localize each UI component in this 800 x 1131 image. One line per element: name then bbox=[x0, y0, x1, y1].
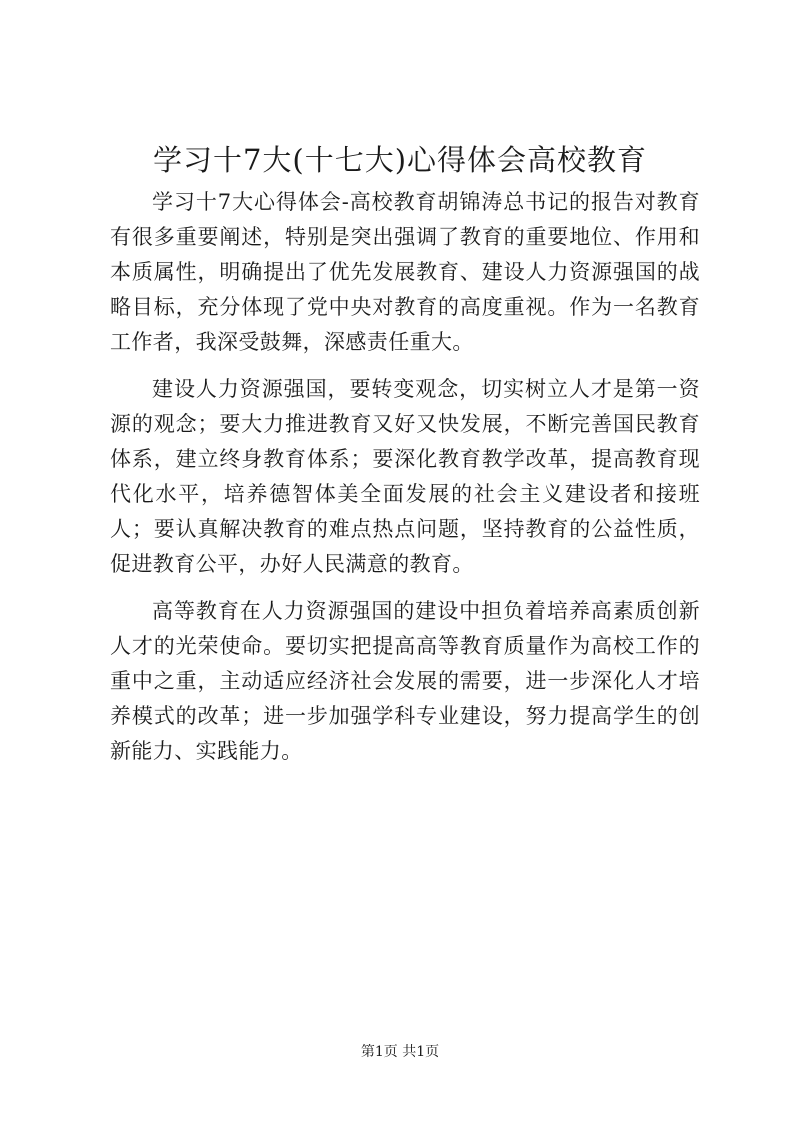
paragraph-3: 高等教育在人力资源强国的建设中担负着培养高素质创新人才的光荣使命。要切实把提高高等教育质量作为高校工作的重中之重，主动适应经济社会发展的需要，进一步深化人才培养模式的改革；进一步加强学科专业建设，努力提高学生的创新能力、实践能力。 bbox=[110, 599, 700, 763]
paragraph-2: 建设人力资源强国，要转变观念，切实树立人才是第一资源的观念；要大力推进教育又好又快发展，不断完善国民教育体系，建立终身教育体系；要深化教育教学改革，提高教育现代化水平，培养德智体美全面发展的社会主义建设者和接班人；要认真解决教育的难点热点问题，坚持教育的公益性质，促进教育公平，办好人民满意的教育。 bbox=[110, 377, 700, 576]
page-footer: 第1页 共1页 bbox=[360, 1044, 440, 1060]
page-title: 学习十7大(十七大)心得体会高校教育 bbox=[152, 143, 648, 177]
document-body bbox=[110, 185, 700, 781]
paragraph-1: 学习十7大心得体会-高校教育胡锦涛总书记的报告对教育有很多重要阐述，特别是突出强调了教育的重要地位、作用和本质属性，明确提出了优先发展教育、建设人力资源强国的战略目标，充分体现了党中央对教育的高度重视。作为一名教育工作者，我深受鼓舞，深感责任重大。 bbox=[110, 190, 700, 354]
